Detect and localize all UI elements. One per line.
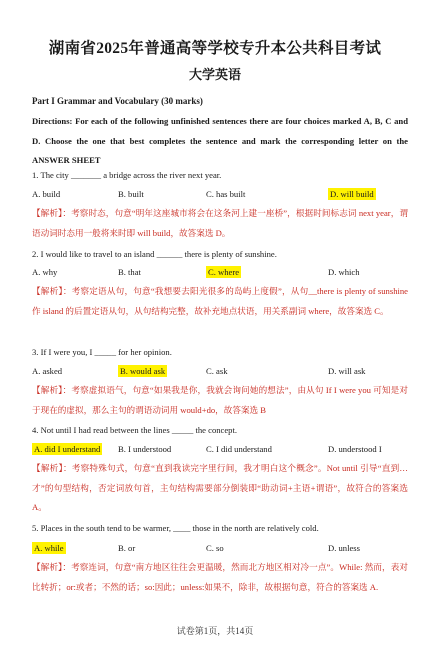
- option-b: B. that: [118, 267, 141, 277]
- option-c-answer: C. where: [208, 267, 240, 277]
- option-a: A. asked: [32, 366, 63, 376]
- question-stem: 5. Places in the south tend to be warmer, ____ those in the north are relatively cold.: [32, 523, 319, 533]
- option-d: D. understood I: [328, 444, 382, 454]
- option-c: C. ask: [206, 366, 228, 376]
- question-stem: 4. Not until I had read between the lines _____ the concept.: [32, 425, 237, 435]
- option-b-answer: B. would ask: [120, 366, 166, 376]
- question-options: [32, 267, 408, 279]
- option-c: C. I did understand: [206, 444, 272, 454]
- analysis-text: 【解析】：考察时态，句意“明年这座城市将会在这条河上建一座桥”，根据时间标志词 next year，谓语动词时态用一般将来时即 will build，故答案选 D。: [32, 208, 408, 238]
- option-a: A. build: [32, 189, 61, 199]
- option-a-answer: A. while: [34, 543, 64, 553]
- option-b: B. I understood: [118, 444, 172, 454]
- option-b: B. or: [118, 543, 136, 553]
- question-options: [32, 189, 408, 201]
- question-options: [32, 543, 408, 555]
- option-c: C. so: [206, 543, 224, 553]
- option-d: D. unless: [328, 543, 360, 553]
- question-stem: 3. If I were you, I _____ for her opinion.: [32, 347, 172, 357]
- page-footer: 试卷第1页，共14页: [176, 626, 254, 636]
- directions-text: Directions: For each of the following unfinished sentences there are four choices marked A, B, C and D. Choose the one that best completes the sentence and mark the corresponding letter on the ANSWER SHEET: [32, 116, 408, 165]
- question-stem: 1. The city _______ a bridge across the river next year.: [32, 170, 222, 180]
- analysis-text: 【解析】：考察特殊句式，句意“直到我读完字里行间，我才明白这个概念”。Not until 引导“直到…才”的句型结构，否定词放句首，主句结构需要部分倒装即“助动词+主语+谓语”，故符合的答案选 A。: [32, 463, 408, 512]
- option-c: C. has built: [206, 189, 246, 199]
- analysis-text: 【解析】：考察连词，句意“南方地区往往会更温暖，然而北方地区相对冷一点”。While: 然而，表对比转折；or:或者；不然的话；so:因此；unless:如果不，除非，故根据句意，符合的答案选 A.: [32, 562, 408, 592]
- option-d-answer: D. will build: [330, 189, 374, 199]
- option-a-answer: A. did I understand: [34, 444, 101, 454]
- subject-title: 大学英语: [188, 67, 241, 82]
- option-d: D. which: [328, 267, 360, 277]
- question-stem: 2. I would like to travel to an island ______ there is plenty of sunshine.: [32, 249, 277, 259]
- option-b: B. built: [118, 189, 144, 199]
- analysis-text: 【解析】：考察虚拟语气，句意“如果我是你，我就会询问她的想法”，由从句 If I were you 可知是对于现在的虚拟，那么主句的谓语动词用 would+do，故答案选 B: [32, 385, 408, 415]
- question-options: [32, 444, 408, 456]
- option-a: A. why: [32, 267, 58, 277]
- analysis-text: 【解析】：考察定语从句，句意“我想要去阳光很多的岛屿上度假”，从句__there is plenty of sunshine 作 island 的后置定语从句，从句结构完整，故补充地点状语，用关系副词 where，故答案选 C。: [32, 286, 408, 316]
- question-options: [32, 366, 408, 378]
- part-title: Part I Grammar and Vocabulary (30 marks): [32, 96, 203, 106]
- option-d: D. will ask: [328, 366, 366, 376]
- exam-title: 湖南省2025年普通高等学校专升本公共科目考试: [48, 40, 382, 57]
